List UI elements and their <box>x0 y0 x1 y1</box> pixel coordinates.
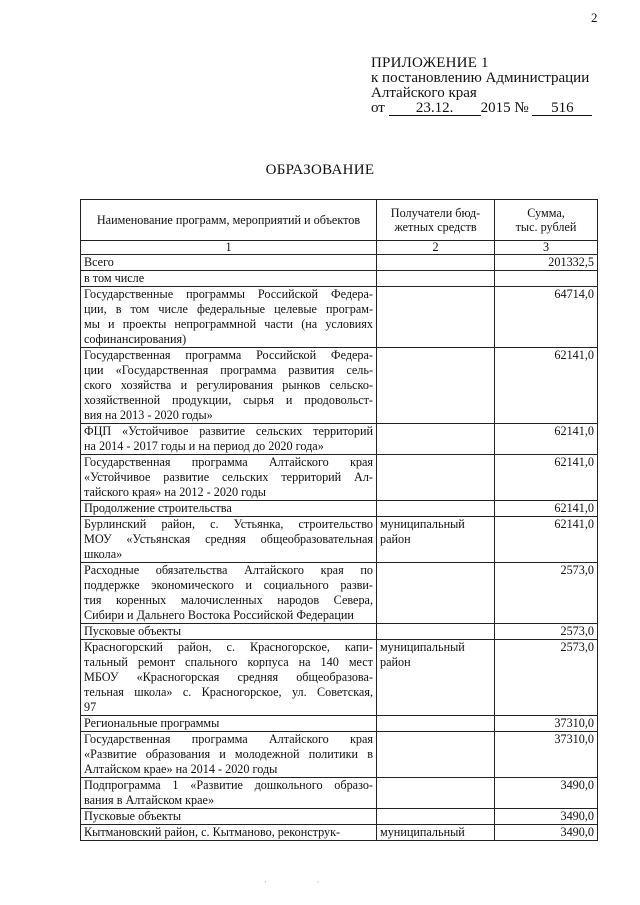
row-sum: 37310,0 <box>495 716 598 732</box>
column-number: 3 <box>495 241 598 255</box>
row-sum: 2573,0 <box>495 640 598 716</box>
row-sum: 62141,0 <box>495 501 598 517</box>
row-recipient <box>377 348 495 424</box>
row-name: Региональные программы <box>81 716 377 732</box>
row-name: Бурлинский район, с. Устьянка, строительство МОУ «Устьянская средняя общеобразовательная школа» <box>81 517 377 563</box>
decree-year: 2015 № <box>480 100 529 116</box>
table-row <box>81 563 598 624</box>
row-recipient <box>377 809 495 825</box>
appendix-line-2: к постановлению Администрации <box>371 70 590 86</box>
from-label: от <box>371 100 385 116</box>
appendix-title: ПРИЛОЖЕНИЕ 1 <box>371 55 489 71</box>
row-sum: 62141,0 <box>495 424 598 455</box>
row-recipient <box>377 455 495 501</box>
row-recipient <box>377 501 495 517</box>
row-name: ФЦП «Устойчивое развитие сельских территорий на 2014 - 2017 годы и на период до 2020 года» <box>81 424 377 455</box>
row-name: Расходные обязательства Алтайского края по поддержке экономического и социального разви- тия коренных малочисленных народов Севера, Сибири и Дальнего Востока Российской Федерации <box>81 563 377 624</box>
table-row <box>81 271 598 287</box>
table-header-row <box>81 200 598 241</box>
row-name: Красногорский район, с. Красногорское, капи- тальный ремонт спального корпуса на 140 мест МБОУ «Красногорская средняя общеобразова- тельная школа» с. Красногорское, ул. Советская, 97 <box>81 640 377 716</box>
table-row <box>81 809 598 825</box>
header-name: Наименование программ, мероприятий и объектов <box>81 200 377 241</box>
table-row <box>81 624 598 640</box>
row-recipient <box>377 778 495 809</box>
table-row <box>81 825 598 841</box>
row-name: Государственная программа Российской Федера- ции «Государственная программа развития сель- ского хозяйства и регулирования рынков сельско- хозяйственной продукции, сырья и продовольст- вия на 2013 - 2020 годы» <box>81 348 377 424</box>
row-recipient <box>377 271 495 287</box>
row-sum: 2573,0 <box>495 624 598 640</box>
row-sum: 3490,0 <box>495 825 598 841</box>
decree-date: 23.12. <box>389 101 481 116</box>
column-number: 1 <box>81 241 377 255</box>
row-sum: 201332,5 <box>495 255 598 271</box>
row-name: Продолжение строительства <box>81 501 377 517</box>
table-row <box>81 348 598 424</box>
row-recipient <box>377 624 495 640</box>
table-row <box>81 517 598 563</box>
header-sum: Сумма, тыс. рублей <box>495 200 598 241</box>
row-sum: 2573,0 <box>495 563 598 624</box>
row-name: Государственные программы Российской Федера- ции, в том числе федеральные целевые програм- мы и проекты непрограммной части (на условиях софинансирования) <box>81 287 377 348</box>
row-recipient <box>377 255 495 271</box>
budget-table <box>80 199 598 841</box>
decree-number: 516 <box>532 101 592 116</box>
table-row <box>81 455 598 501</box>
row-name: Всего <box>81 255 377 271</box>
table-row <box>81 424 598 455</box>
row-sum: 3490,0 <box>495 778 598 809</box>
row-sum: 64714,0 <box>495 287 598 348</box>
row-name: Пусковые объекты <box>81 624 377 640</box>
appendix-block <box>371 56 621 116</box>
row-sum <box>495 271 598 287</box>
row-name: Государственная программа Алтайского края «Развитие образования и молодежной политики в Алтайском крае» на 2014 - 2020 годы <box>81 732 377 778</box>
row-sum: 62141,0 <box>495 348 598 424</box>
column-number-row <box>81 241 598 255</box>
row-sum: 37310,0 <box>495 732 598 778</box>
table-row <box>81 716 598 732</box>
header-recipient: Получатели бюд- жетных средств <box>377 200 495 241</box>
row-recipient <box>377 732 495 778</box>
row-recipient <box>377 287 495 348</box>
row-name: Пусковые объекты <box>81 809 377 825</box>
row-recipient <box>377 563 495 624</box>
appendix-line-3: Алтайского края <box>371 85 477 101</box>
scan-marks: · · <box>264 878 320 887</box>
table-row <box>81 255 598 271</box>
column-number: 2 <box>377 241 495 255</box>
row-name: Государственная программа Алтайского края «Устойчивое развитие сельских территорий Ал- тайского края» на 2012 - 2020 годы <box>81 455 377 501</box>
row-name: в том числе <box>81 271 377 287</box>
row-recipient <box>377 424 495 455</box>
appendix-date-line <box>371 101 621 116</box>
row-name: Кытмановский район, с. Кытманово, реконструк- <box>81 825 377 841</box>
table-row <box>81 640 598 716</box>
row-sum: 62141,0 <box>495 455 598 501</box>
row-recipient <box>377 716 495 732</box>
table-row <box>81 732 598 778</box>
row-recipient: муниципальный <box>377 825 495 841</box>
row-recipient: муниципальный район <box>377 640 495 716</box>
row-name: Подпрограмма 1 «Развитие дошкольного образо- вания в Алтайском крае» <box>81 778 377 809</box>
document-title: ОБРАЗОВАНИЕ <box>265 162 375 178</box>
row-recipient: муниципальный район <box>377 517 495 563</box>
table-row <box>81 501 598 517</box>
row-sum: 62141,0 <box>495 517 598 563</box>
page-number: 2 <box>591 10 598 25</box>
table-row <box>81 287 598 348</box>
table-row <box>81 778 598 809</box>
row-sum: 3490,0 <box>495 809 598 825</box>
